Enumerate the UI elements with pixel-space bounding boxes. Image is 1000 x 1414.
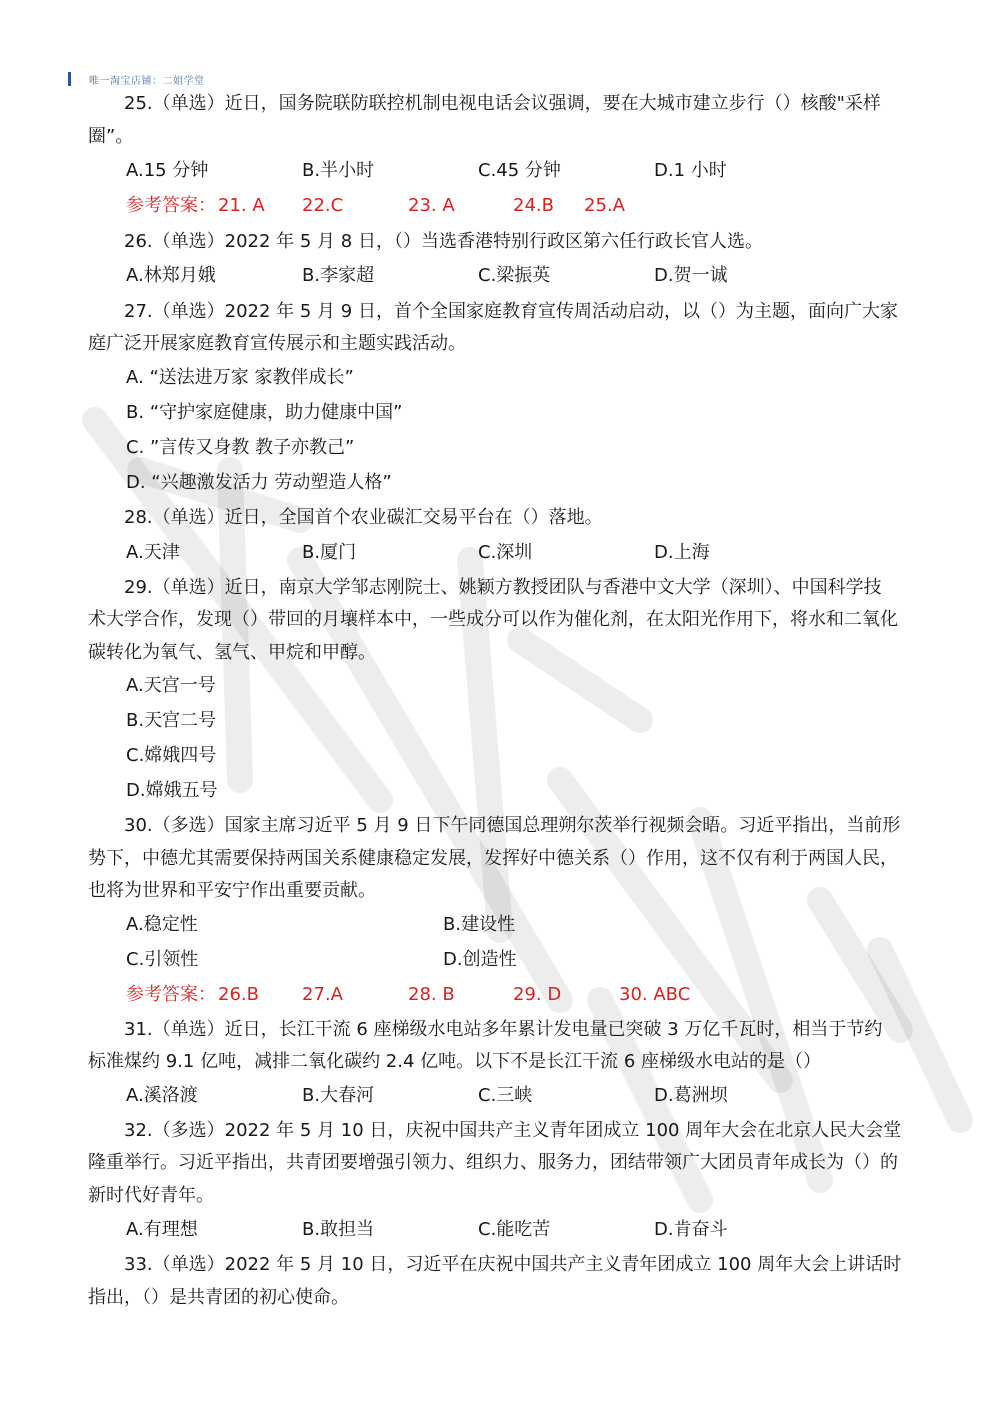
q32-option-b: B.敢担当 (302, 1219, 375, 1240)
q25-option-c: C.45 分钟 (478, 160, 561, 181)
q29-option-b: B.天宫二号 (126, 710, 217, 731)
answers2-item: 27.A (302, 984, 343, 1005)
q27-option-b: B. “守护家庭健康，助力健康中国” (126, 402, 403, 423)
q28-line1: 28.（单选）近日，全国首个农业碳汇交易平台在（）落地。 (124, 507, 603, 528)
q29-option-a: A.天宫一号 (126, 675, 216, 696)
q26-option-a: A.林郑月娥 (126, 265, 216, 286)
q31-option-b: B.大春河 (302, 1085, 375, 1106)
answers1-item: 23. A (408, 195, 455, 216)
answers2-item: 26.B (218, 984, 259, 1005)
q26-line1: 26.（单选）2022 年 5 月 8 日，（）当选香港特别行政区第六任行政长官人选。 (124, 231, 763, 252)
answers2-item: 28. B (408, 984, 455, 1005)
q27-option-a: A. “送法进万家 家教伴成长” (126, 367, 354, 388)
q33-line2: 指出，（）是共青团的初心使命。 (88, 1287, 349, 1308)
q30-option-b: B.建设性 (443, 914, 516, 935)
answers2-item: 30. ABC (619, 984, 691, 1005)
q29-option-d: D.嫦娥五号 (126, 780, 218, 801)
q31-line2: 标准煤约 9.1 亿吨，减排二氧化碳约 2.4 亿吨。以下不是长江干流 6 座梯级水电站的是（） (88, 1051, 822, 1072)
q28-option-d: D.上海 (654, 542, 710, 563)
q29-line3: 碳转化为氧气、氢气、甲烷和甲醇。 (88, 642, 376, 663)
q30-option-a: A.稳定性 (126, 914, 198, 935)
q26-option-d: D.贺一诚 (654, 265, 728, 286)
q32-option-d: D.肯奋斗 (654, 1219, 728, 1240)
q30-line3: 也将为世界和平安宁作出重要贡献。 (88, 880, 376, 901)
q25-option-b: B.半小时 (302, 160, 375, 181)
q28-option-c: C.深圳 (478, 542, 533, 563)
q32-line3: 新时代好青年。 (88, 1185, 214, 1206)
q30-line2: 势下，中德尤其需要保持两国关系健康稳定发展，发挥好中德关系（）作用，这不仅有利于两国人民， (88, 848, 898, 869)
q30-line1: 30.（多选）国家主席习近平 5 月 9 日下午同德国总理朔尔茨举行视频会晤。习近平指出，当前形 (124, 815, 901, 836)
q33-line1: 33.（单选）2022 年 5 月 10 日，习近平在庆祝中国共产主义青年团成立 100 周年大会上讲话时 (124, 1254, 902, 1275)
answers2-item: 29. D (513, 984, 562, 1005)
q32-line1: 32.（多选）2022 年 5 月 10 日，庆祝中国共产主义青年团成立 100 周年大会在北京人民大会堂 (124, 1120, 902, 1141)
q30-option-c: C.引领性 (126, 949, 199, 970)
answers1-item: 25.A (584, 195, 625, 216)
q30-option-d: D.创造性 (443, 949, 517, 970)
q28-option-a: A.天津 (126, 542, 180, 563)
q31-option-d: D.葛洲坝 (654, 1085, 728, 1106)
answers1-item: 21. A (218, 195, 265, 216)
answers1-item: 24.B (513, 195, 554, 216)
answers2-label: 参考答案： (126, 984, 216, 1005)
q31-line1: 31.（单选）近日，长江干流 6 座梯级水电站多年累计发电量已突破 3 万亿千瓦时，相当于节约 (124, 1019, 883, 1040)
answers1-item: 22.C (302, 195, 344, 216)
q26-option-c: C.梁振英 (478, 265, 551, 286)
q25-line1: 25.（单选）近日，国务院联防联控机制电视电话会议强调，要在大城市建立步行（）核酸"采样 (124, 93, 881, 114)
q32-option-a: A.有理想 (126, 1219, 198, 1240)
q27-option-c: C. ”言传又身教 教子亦教己” (126, 437, 355, 458)
q31-option-c: C.三峡 (478, 1085, 533, 1106)
q27-option-d: D. “兴趣激发活力 劳动塑造人格” (126, 472, 392, 493)
q31-option-a: A.溪洛渡 (126, 1085, 198, 1106)
q27-line2: 庭广泛开展家庭教育宣传展示和主题实践活动。 (88, 333, 466, 354)
q26-option-b: B.李家超 (302, 265, 375, 286)
q29-line1: 29.（单选）近日，南京大学邹志刚院士、姚颖方教授团队与香港中文大学（深圳）、中国科学技 (124, 577, 882, 598)
q25-option-d: D.1 小时 (654, 160, 727, 181)
q32-line2: 隆重举行。习近平指出，共青团要增强引领力、组织力、服务力，团结带领广大团员青年成长为（）的 (88, 1152, 898, 1173)
q27-line1: 27.（单选）2022 年 5 月 9 日，首个全国家庭教育宣传周活动启动，以（）为主题，面向广大家 (124, 301, 898, 322)
q32-option-c: C.能吃苦 (478, 1219, 551, 1240)
q29-line2: 术大学合作，发现（）带回的月壤样本中，一些成分可以作为催化剂，在太阳光作用下，将水和二氧化 (88, 609, 898, 630)
header-shop-name: 唯一淘宝店铺：二姐学堂 (89, 75, 205, 87)
q25-line2: 圈”。 (88, 126, 134, 147)
q25-option-a: A.15 分钟 (126, 160, 209, 181)
q29-option-c: C.嫦娥四号 (126, 745, 217, 766)
answers1-label: 参考答案： (126, 195, 216, 216)
q28-option-b: B.厦门 (302, 542, 357, 563)
